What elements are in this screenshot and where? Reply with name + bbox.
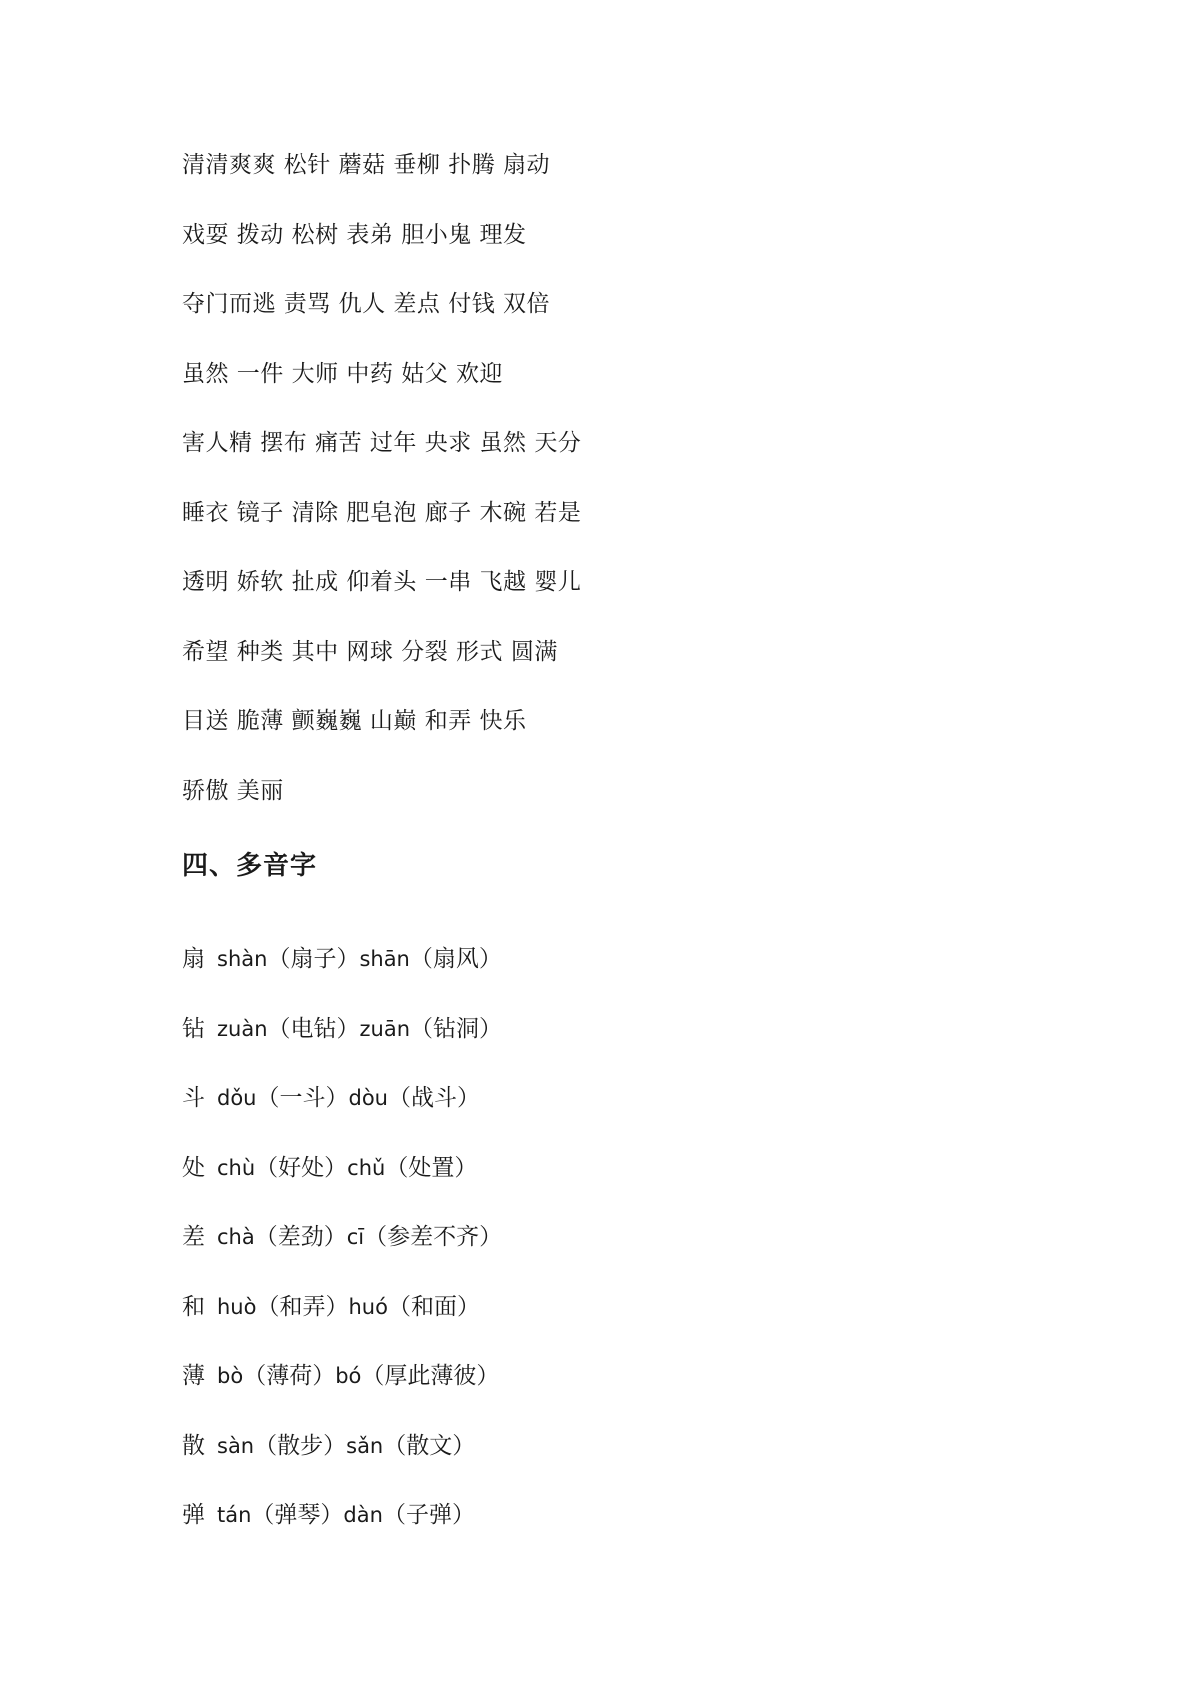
example-word-2: （子弹） (382, 1502, 475, 1528)
pinyin-reading-2: dàn (343, 1503, 383, 1527)
polyphone-char: 处 (182, 1154, 205, 1181)
polyphone-char: 散 (182, 1432, 205, 1459)
polyphone-entry (182, 932, 1082, 1002)
vocab-line: 透明 娇软 扯成 仰着头 一串 飞越 婴儿 (182, 569, 582, 595)
polyphone-entry (182, 1280, 1082, 1350)
pinyin-reading-1: chà (217, 1225, 255, 1249)
pinyin-reading-2: chǔ (347, 1155, 386, 1180)
polyphone-entry (182, 1002, 1082, 1072)
vocab-line: 夺门而逃 责骂 仇人 差点 付钱 双倍 (182, 291, 551, 317)
example-word-2: （战斗） (388, 1085, 480, 1111)
polyphone-entry (182, 1210, 1082, 1280)
example-word-2: （处置） (385, 1154, 478, 1181)
example-word-1: （差劲） (254, 1224, 347, 1250)
polyphone-char: 薄 (182, 1363, 205, 1389)
example-word-1: （电钻） (267, 1015, 360, 1042)
pinyin-reading-1: chù (217, 1155, 256, 1180)
example-word-1: （和弄） (256, 1293, 349, 1320)
pinyin-reading-1: sàn (217, 1433, 255, 1458)
example-word-2: （厚此薄彼） (361, 1363, 500, 1389)
example-word-2: （散文） (383, 1432, 476, 1459)
pinyin-reading-2: huó (348, 1294, 388, 1319)
polyphone-char: 斗 (182, 1085, 205, 1111)
pinyin-reading-2: bó (335, 1364, 362, 1388)
vocabulary-list (182, 138, 1082, 833)
example-word-1: （扇子） (267, 946, 360, 972)
pinyin-reading-1: dǒu (217, 1086, 257, 1110)
pinyin-reading-1: tán (217, 1503, 252, 1527)
polyphone-entry (182, 1419, 1082, 1489)
example-word-2: （和面） (387, 1293, 480, 1320)
section-heading: 四、多音字 (182, 851, 318, 881)
vocab-line: 目送 脆薄 颤巍巍 山巅 和弄 快乐 (182, 708, 527, 734)
pinyin-reading-2: shān (359, 947, 410, 971)
vocab-line: 害人精 摆布 痛苦 过年 央求 虽然 天分 (182, 430, 582, 456)
example-word-1: （薄荷） (243, 1363, 336, 1389)
example-word-1: （好处） (255, 1154, 348, 1181)
polyphone-char: 和 (182, 1293, 205, 1320)
pinyin-reading-1: bò (217, 1364, 244, 1388)
pinyin-reading-1: zuàn (217, 1016, 268, 1041)
vocab-line: 清清爽爽 松针 蘑菇 垂柳 扑腾 扇动 (182, 152, 551, 178)
example-word-1: （散步） (254, 1432, 347, 1459)
pinyin-reading-2: sǎn (346, 1433, 384, 1458)
polyphone-entry (182, 1349, 1082, 1419)
pinyin-reading-2: dòu (348, 1086, 388, 1110)
vocab-line: 戏耍 拨动 松树 表弟 胆小鬼 理发 (182, 221, 527, 248)
polyphone-entry (182, 1488, 1082, 1558)
pinyin-reading-1: shàn (217, 947, 268, 971)
example-word-1: （一斗） (256, 1085, 349, 1111)
example-word-2: （扇风） (409, 946, 502, 972)
vocab-line: 睡衣 镜子 清除 肥皂泡 廊子 木碗 若是 (182, 499, 582, 526)
example-word-2: （参差不齐） (364, 1224, 503, 1250)
vocab-line: 虽然 一件 大师 中药 姑父 欢迎 (182, 360, 504, 387)
polyphone-char: 扇 (182, 946, 205, 972)
example-word-2: （钻洞） (410, 1015, 503, 1042)
vocab-line: 希望 种类 其中 网球 分裂 形式 圆满 (182, 638, 558, 665)
vocab-line: 骄傲 美丽 (182, 777, 284, 804)
pinyin-reading-2: zuān (359, 1016, 411, 1041)
example-word-1: （弹琴） (251, 1502, 344, 1528)
pinyin-reading-1: huò (217, 1294, 257, 1319)
polyphone-char: 钻 (182, 1015, 205, 1042)
polyphone-entry (182, 1141, 1082, 1211)
pinyin-reading-2: cī (346, 1225, 365, 1249)
polyphone-char: 差 (182, 1224, 205, 1250)
polyphone-list (182, 932, 1082, 1558)
polyphone-entry (182, 1071, 1082, 1141)
polyphone-char: 弹 (182, 1502, 205, 1528)
